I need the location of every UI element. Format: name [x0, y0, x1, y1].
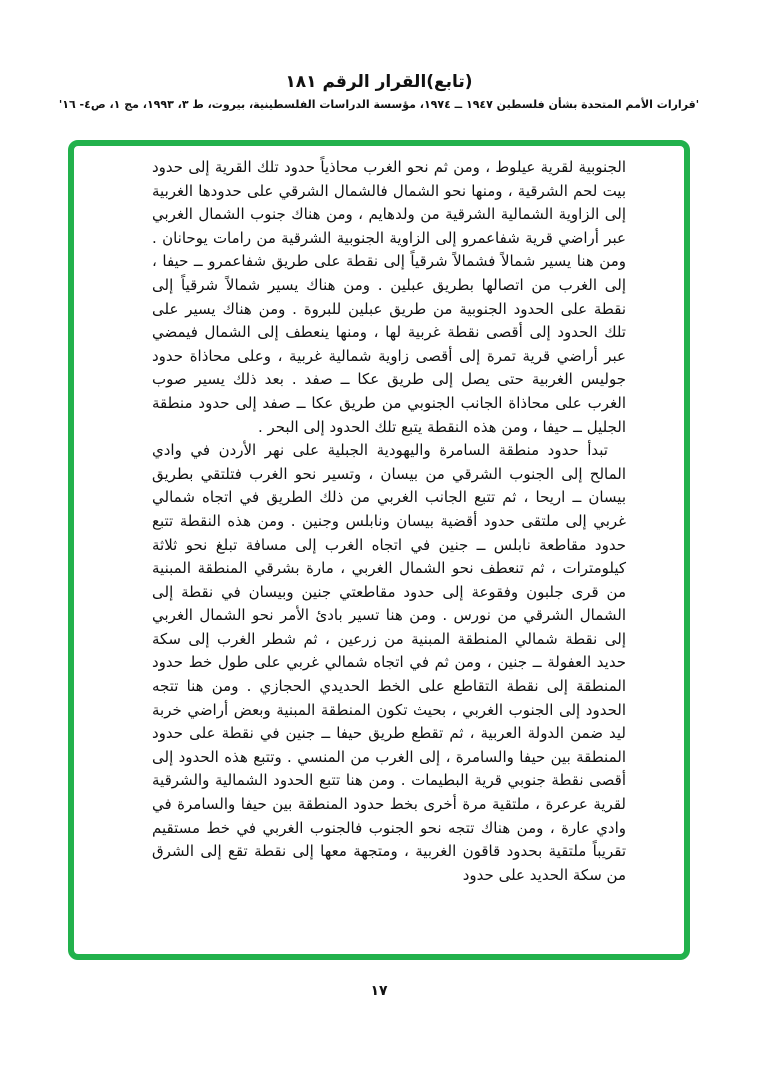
- page-number: ١٧: [370, 983, 388, 999]
- body-paragraph-2: تبدأ حدود منطقة السامرة واليهودية الجبلية على نهر الأردن في وادي المالح إلى الجنوب الشرقي من بيسان ، وتسير نحو الغرب فتلتقي بطريق بيسان ــ اريحا ، ثم تتبع الجانب الغربي من ذلك الطريق في اتجاه شمالي غربي إلى ملتقى حدود أقضية بيسان ونابلس وجنين . ومن هذه النقطة تتبع حدود مقاطعة نابلس ــ جنين في اتجاه الغرب إلى مسافة تبلغ نحو ثلاثة كيلومترات ، ثم تنعطف نحو الشمال الغربي ، مارة بشرقي المنطقة المبنية من قرى جلبون وفقوعة إلى حدود مقاطعتي جنين وبيسان في نقطة إلى الشمال الشرقي من نورس . ومن هنا تسير بادئ الأمر نحو الشمال الغربي إلى نقطة شمالي المنطقة المبنية من زرعين ، ثم شطر الغرب إلى سكة حديد العفولة ــ جنين ، ومن ثم في اتجاه شمالي غربي على طول خط حدود المنطقة إلى نقطة التقاطع على الخط الحديدي الحجازي . ومن هنا تتجه الحدود إلى الجنوب الغربي ، بحيث تكون المنطقة المبنية وبعض أراضي خربة ليد ضمن الدولة العربية ، ثم تقطع طريق حيفا ــ جنين في نقطة على حدود المنطقة بين حيفا والسامرة ، إلى الغرب من المنسي . وتتبع هذه الحدود إلى أقصى نقطة جنوبي قرية البطيمات . ومن هنا تتبع الحدود الشمالية والشرقية لقرية عرعرة ، ملتقية مرة أخرى بخط حدود المنطقة بين حيفا والسامرة في وادي عارة ، ومن هناك تتجه نحو الجنوب فالجنوب الغربي في خط مستقيم تقريباً ملتقية بحدود قاقون الغربية ، ومتجهة معها إلى نقطة تقع إلى الشرق من سكة الحديد على حدود: [152, 441, 626, 884]
- page-header: [0, 72, 758, 111]
- resolution-body-text: [152, 156, 626, 887]
- source-citation: 'قرارات الأمم المتحدة بشأن فلسطين ١٩٤٧ ــ ١٩٧٤، مؤسسة الدراسات الفلسطينية، بيروت، ط ٣، ١٩٩٣، مج ١، ص٤- ١٦': [58, 98, 700, 111]
- resolution-title: (تابع)القرار الرقم ١٨١: [285, 72, 473, 92]
- body-paragraph-1: الجنوبية لقرية عيلوط ، ومن ثم نحو الغرب محاذياً حدود تلك القرية إلى حدود بيت لحم الشرقية ، ومنها نحو الشمال فالشمال الشرقي على حدودها الغربية إلى الزاوية الشمالية الشرقية من ولدهايم ، ومن هناك جنوب الشمال الغربي عبر أراضي قرية شفاعمرو إلى الزاوية الجنوبية الشرقية من رامات يوحانان . ومن هنا يسير شمالاً فشمالاً شرقياً إلى نقطة على طريق شفاعمرو ــ حيفا ، إلى الغرب من اتصالها بطريق عبلين . ومن هناك يسير شمالاً شرقياً إلى نقطة على الحدود الجنوبية من طريق عبلين للبروة . ومن هناك يسير على تلك الحدود إلى أقصى نقطة غربية لها ، ومنها ينعطف إلى الشمال فيمضي عبر أراضي قرية تمرة إلى أقصى زاوية شمالية غربية ، وعلى محاذاة حدود جوليس الغربية حتى يصل إلى طريق عكا ــ صفد . بعد ذلك يسير صوب الغرب على محاذاة الجانب الجنوبي من طريق عكا ــ صفد إلى حدود منطقة الجليل ــ حيفا ، ومن هذه النقطة يتبع تلك الحدود إلى البحر .: [152, 158, 626, 436]
- content-frame: [68, 140, 690, 960]
